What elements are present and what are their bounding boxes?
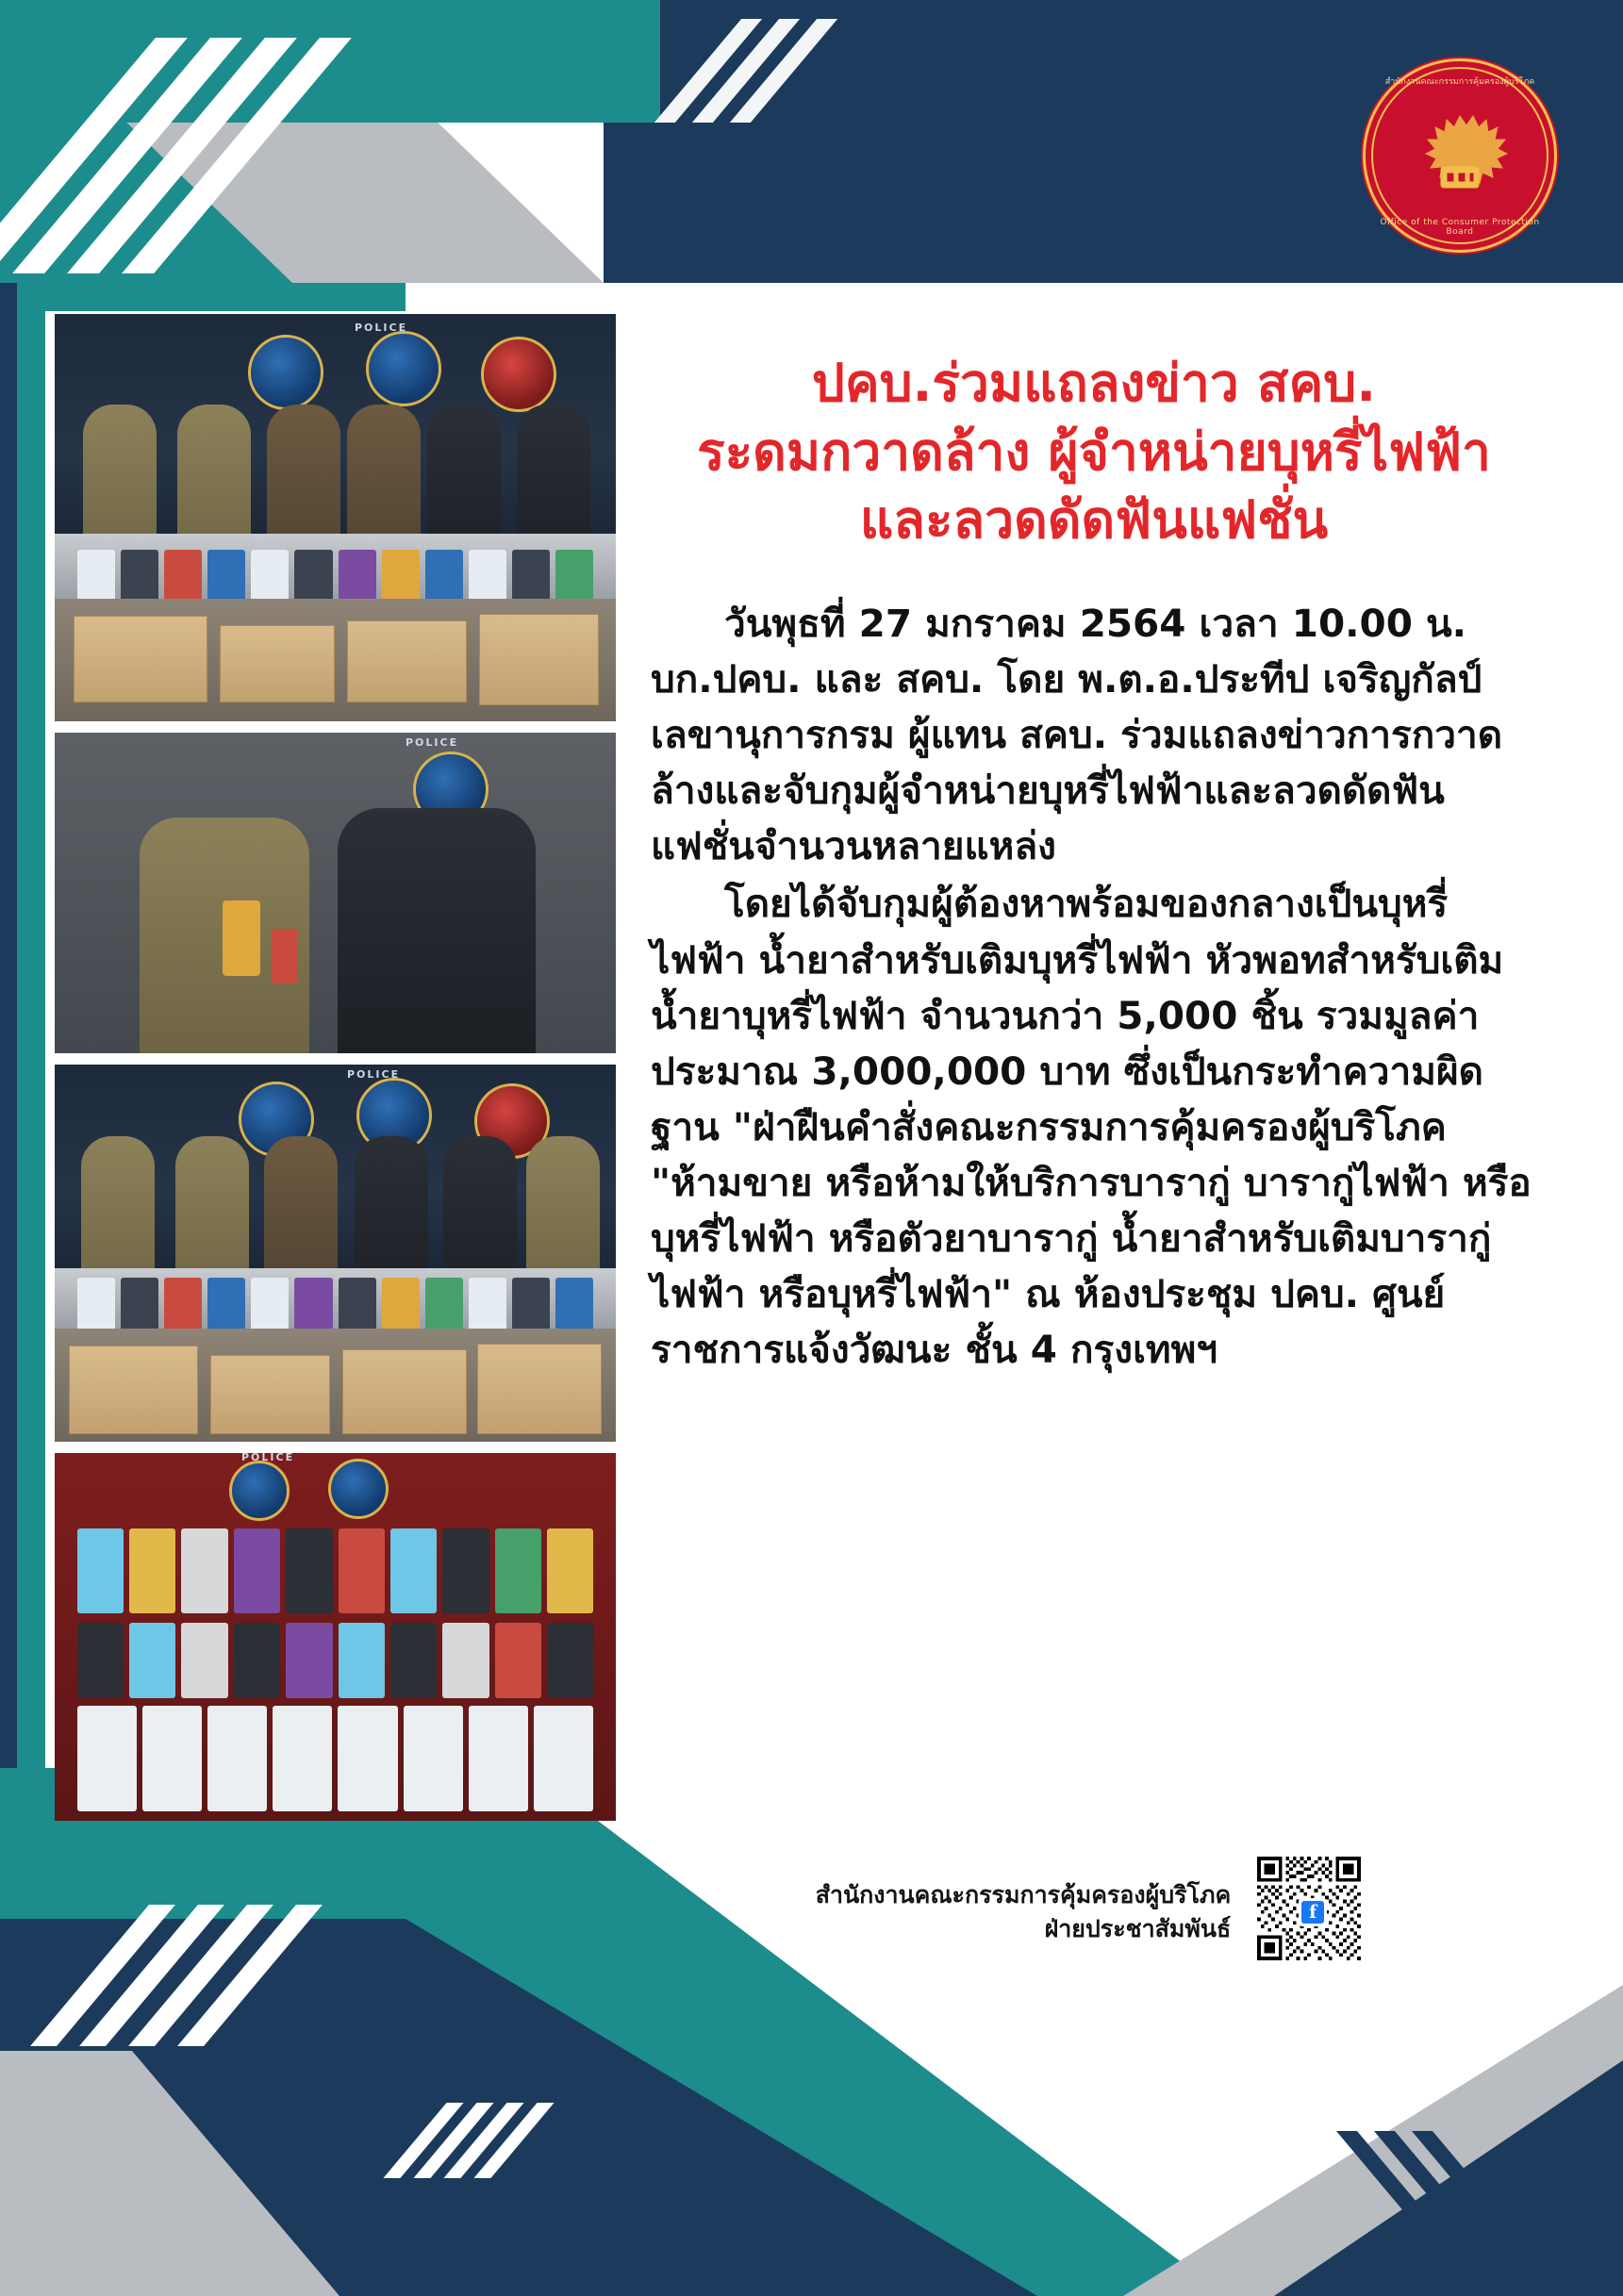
- photo-press-conference: POLICE: [55, 314, 616, 721]
- body-paragraph-2: โดยได้จับกุมผู้ต้องหาพร้อมของกลางเป็นบุหรี่ไฟฟ้า น้ำยาสำหรับเติมบุหรี่ไฟฟ้า หัวพอทสำหรับเติมน้ำยาบุหรี่ไฟฟ้า จำนวนกว่า 5,000 ชิ้น รวมมูลค่า ประมาณ 3,000,000 บาท ซึ่งเป็นกระทำความผิดฐาน "ฝ่าฝืนคำสั่งคณะกรรมการคุ้มครองผู้บริโภค "ห้ามขาย หรือห้ามให้บริการบารากู่ บารากู่ไฟฟ้า หรือ บุหรี่ไฟฟ้า หรือตัวยาบารากู่ น้ำยาสำหรับเติมบารากู่ไฟฟ้า หรือบุหรี่ไฟฟ้า" ณ ห้องประชุม ปคบ. ศูนย์ราชการแจ้งวัฒนะ ชั้น 4 กรุงเทพฯ: [651, 881, 1532, 1373]
- seal-top-text: สำนักงานคณะกรรมการคุ้มครองผู้บริโภค: [1384, 77, 1535, 87]
- chevron-bottom-left-icon: [90, 1905, 410, 2046]
- facebook-icon: f: [1299, 1898, 1327, 1926]
- headline-line-3: และลวดดัดฟันแฟชั่น: [859, 489, 1329, 551]
- chevron-top-right-icon: [698, 19, 943, 123]
- credit-line-2: ฝ่ายประชาสัมพันธ์: [1044, 1915, 1232, 1942]
- body-paragraph-1: วันพุธที่ 27 มกราคม 2564 เวลา 10.00 น. บก.ปคบ. และ สคบ. โดย พ.ต.อ.ประทีป เจริญกัลป์ เลขานุการกรม ผู้แทน สคบ. ร่วมแถลงข่าวการกวาดล้างและจับกุมผู้จำหน่ายบุหรี่ไฟฟ้าและลวดดัดฟันแฟชั่นจำนวนหลายแหล่ง: [651, 600, 1503, 869]
- photo-officials-evidence-table: POLICE: [55, 1065, 616, 1442]
- seal-bottom-text: Office of the Consumer Protection Board: [1380, 218, 1540, 237]
- bottom-decoration: [0, 1768, 1623, 2296]
- chevron-top-left-icon: [57, 38, 340, 273]
- chevron-bottom-right-icon: [1378, 2131, 1585, 2230]
- credit-block: [816, 1878, 1231, 1947]
- article-body: [651, 596, 1537, 1379]
- facebook-qr-code[interactable]: [1253, 1853, 1372, 1972]
- ocpb-seal-icon: [1363, 58, 1557, 253]
- headline-line-2: ระดมกวาดล้าง ผู้จำหน่ายบุหรี่ไฟฟ้า: [697, 421, 1491, 482]
- footer: [651, 1853, 1537, 1972]
- garuda-icon: [1403, 99, 1516, 212]
- photo-column: [55, 314, 616, 1832]
- page-title: [651, 349, 1537, 554]
- photo-officer-holding-evidence: POLICE: [55, 733, 616, 1053]
- chevron-bottom-middle-icon: [415, 2103, 604, 2178]
- article-content: [651, 349, 1537, 1379]
- left-navy-strip: [0, 283, 17, 1961]
- credit-line-1: สำนักงานคณะกรรมการคุ้มครองผู้บริโภค: [815, 1880, 1232, 1908]
- headline-line-1: ปคบ.ร่วมแถลงข่าว สคบ.: [811, 353, 1377, 413]
- photo-seized-vape-products: POLICE: [55, 1453, 616, 1821]
